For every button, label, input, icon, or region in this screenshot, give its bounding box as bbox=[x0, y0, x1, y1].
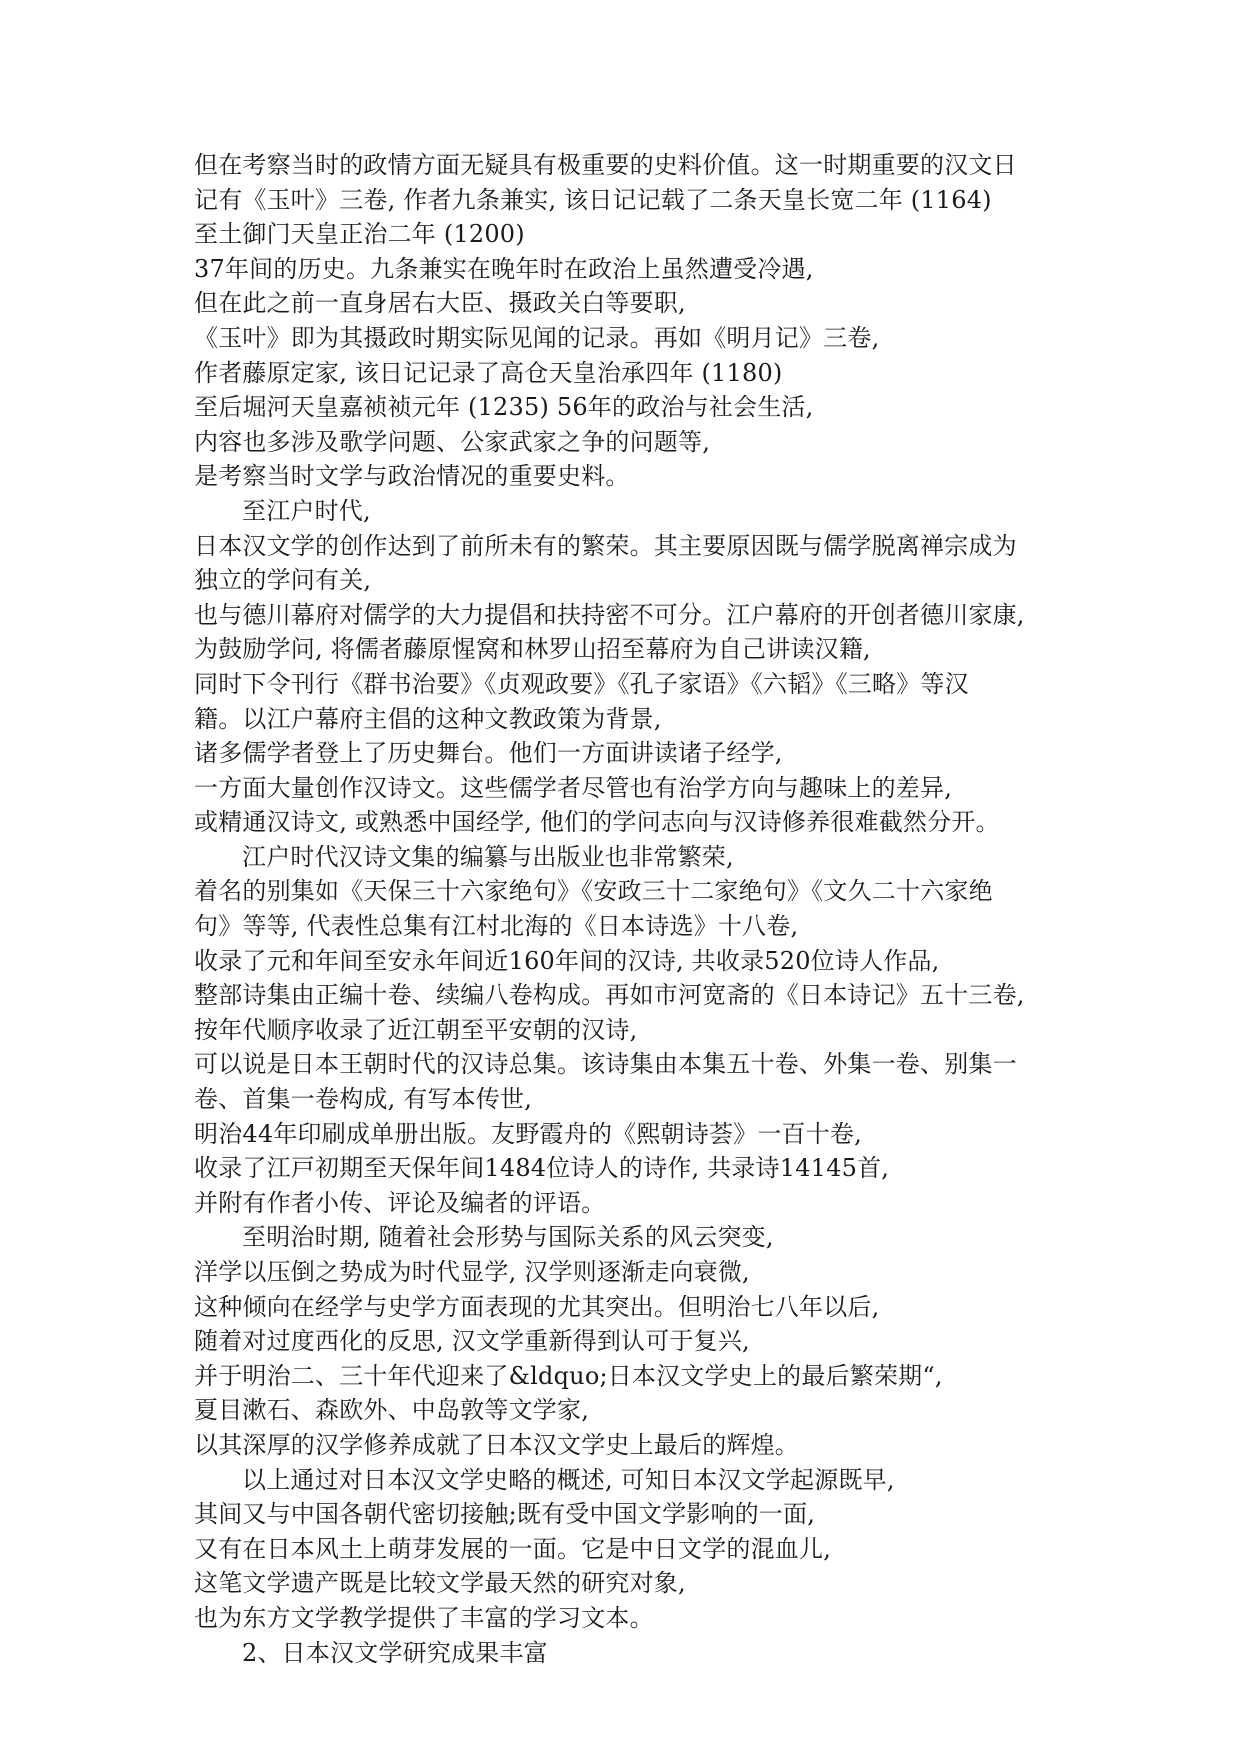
text-line: 按年代顺序收录了近江朝至平安朝的汉诗, bbox=[194, 1015, 638, 1044]
text-line: 为鼓励学问, 将儒者藤原惺窝和林罗山招至幕府为自己讲读汉籍, bbox=[194, 635, 871, 664]
text-line: 这笔文学遗产既是比较文学最天然的研究对象, bbox=[194, 1569, 686, 1598]
text-line: 也与德川幕府对儒学的大力提倡和扶持密不可分。江户幕府的开创者德川家康, bbox=[194, 600, 1025, 629]
text-line: 同时下令刊行《群书治要》《贞观政要》《孔子家语》《六韬》《三略》等汉 bbox=[194, 669, 969, 698]
text-line: 随着对过度西化的反思, 汉文学重新得到认可于复兴, bbox=[194, 1327, 750, 1356]
text-line: 37年间的历史。九条兼实在晚年时在政治上虽然遭受冷遇, bbox=[194, 254, 814, 283]
text-line: 至江户时代, bbox=[242, 496, 371, 525]
text-line: 洋学以压倒之势成为时代显学, 汉学则逐渐走向衰微, bbox=[194, 1258, 750, 1286]
text-line: 《玉叶》即为其摄政时期实际见闻的记录。再如《明月记》三卷, bbox=[194, 323, 880, 352]
text-line: 是考察当时文学与政治情况的重要史料。 bbox=[194, 462, 630, 491]
text-line: 明治44年印刷成单册出版。友野霞舟的《熙朝诗荟》一百十卷, bbox=[194, 1119, 862, 1148]
text-line: 但在考察当时的政情方面无疑具有极重要的史料价值。这一时期重要的汉文日 bbox=[194, 151, 1017, 179]
text-line: 诸多儒学者登上了历史舞台。他们一方面讲读诸子经学, bbox=[194, 739, 783, 768]
text-line: 日本汉文学的创作达到了前所未有的繁荣。其主要原因既与儒学脱离禅宗成为 bbox=[194, 531, 1017, 560]
text-line: 也为东方文学教学提供了丰富的学习文本。 bbox=[194, 1603, 654, 1632]
text-line: 或精通汉诗文, 或熟悉中国经学, 他们的学问志向与汉诗修养很难截然分开。 bbox=[194, 808, 1000, 837]
text-line: 卷、首集一卷构成, 有写本传世, bbox=[194, 1085, 533, 1114]
text-line: 作者藤原定家, 该日记记录了高仓天皇治承四年 (1180) bbox=[194, 358, 783, 387]
text-line: 又有在日本风土上萌芽发展的一面。它是中日文学的混血儿, bbox=[194, 1534, 832, 1563]
text-line: 记有《玉叶》三卷, 作者九条兼实, 该日记记载了二条天皇长宽二年 (1164) bbox=[194, 185, 992, 214]
text-line: 并于明治二、三十年代迎来了&ldquo;日本汉文学史上的最后繁荣期“, bbox=[194, 1361, 943, 1390]
text-line: 至土御门天皇正治二年 (1200) bbox=[194, 220, 525, 249]
text-line: 其间又与中国各朝代密切接触;既有受中国文学影响的一面, bbox=[194, 1500, 816, 1529]
text-line: 可以说是日本王朝时代的汉诗总集。该诗集由本集五十卷、外集一卷、别集一 bbox=[194, 1050, 1017, 1079]
text-line: 以上通过对日本汉文学史略的概述, 可知日本汉文学起源既早, bbox=[242, 1465, 895, 1494]
text-line: 内容也多涉及歌学问题、公家武家之争的问题等, bbox=[194, 427, 711, 456]
text-line: 江户时代汉诗文集的编纂与出版业也非常繁荣, bbox=[242, 842, 734, 871]
text-line: 以其深厚的汉学修养成就了日本汉文学史上最后的辉煌。 bbox=[194, 1430, 799, 1459]
text-line: 但在此之前一直身居右大臣、摄政关白等要职, bbox=[194, 289, 686, 318]
text-line: 着名的别集如《天保三十六家绝句》《安政三十二家绝句》《文久二十六家绝 bbox=[194, 877, 993, 906]
text-line: 收录了元和年间至安永年间近160年间的汉诗, 共收录520位诗人作品, bbox=[194, 946, 940, 975]
text-line: 至后堀河天皇嘉祯祯元年 (1235) 56年的政治与社会生活, bbox=[194, 393, 814, 422]
text-line: 这种倾向在经学与史学方面表现的尤其突出。但明治七八年以后, bbox=[194, 1292, 880, 1321]
text-line: 独立的学问有关, bbox=[194, 566, 372, 595]
text-line: 籍。以江户幕府主倡的这种文教政策为背景, bbox=[194, 704, 662, 733]
text-line: 一方面大量创作汉诗文。这些儒学者尽管也有治学方向与趣味上的差异, bbox=[194, 773, 953, 802]
text-line: 至明治时期, 随着社会形势与国际关系的风云突变, bbox=[242, 1223, 774, 1252]
text-line: 收录了江戸初期至天保年间1484位诗人的诗作, 共录诗14145首, bbox=[194, 1154, 890, 1183]
body-text bbox=[194, 148, 1074, 1670]
text-line: 2、日本汉文学研究成果丰富 bbox=[242, 1638, 548, 1667]
text-line: 句》等等, 代表性总集有江村北海的《日本诗选》十八卷, bbox=[194, 912, 799, 941]
text-line: 整部诗集由正编十卷、续编八卷构成。再如市河宽斋的《日本诗记》五十三卷, bbox=[194, 981, 1025, 1010]
text-line: 并附有作者小传、评论及编者的评语。 bbox=[194, 1188, 606, 1217]
text-line: 夏目漱石、森欧外、中岛敦等文学家, bbox=[194, 1396, 590, 1425]
